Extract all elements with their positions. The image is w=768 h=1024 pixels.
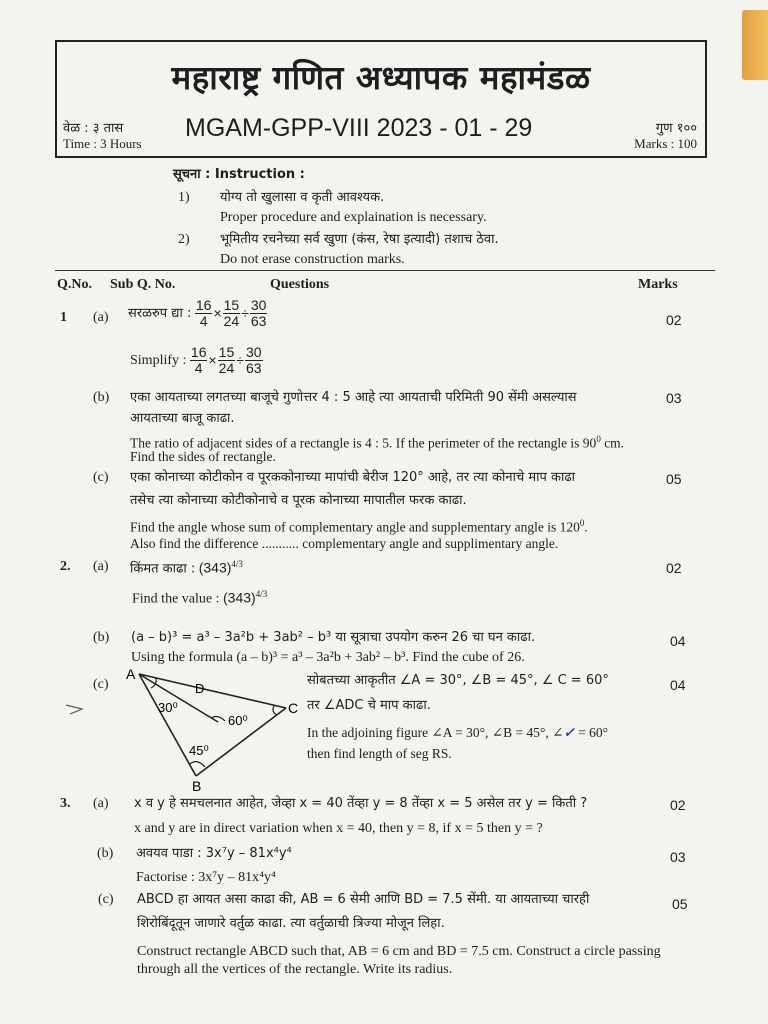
instruction-label: सूचना : Instruction : <box>173 167 305 182</box>
q1b-english-2: Find the sides of rectangle. <box>130 449 276 464</box>
title-marathi: महाराष्ट्र गणित अध्यापक महामंडळ <box>171 58 591 97</box>
q2b-marks: 04 <box>670 633 686 649</box>
instruction-1-marathi: योग्य तो खुलासा व कृती आवश्यक. <box>220 190 385 205</box>
label-b: B <box>192 778 202 794</box>
q3a-sub: (a) <box>93 796 109 811</box>
q2a-base: (343) <box>198 559 232 576</box>
q2a-base-en: (343) <box>223 589 256 606</box>
side-ab-line <box>139 674 196 776</box>
frac2-den: 24 <box>223 313 240 329</box>
fraction-2 <box>223 298 241 329</box>
q1c-en1-text: Find the angle whose sum of complementary angle and supplementary angle is 120 <box>130 519 580 535</box>
q3a-marks: 02 <box>670 797 686 813</box>
q1c-marathi-1: एका कोनाच्या कोटीकोन व पूरककोनाच्या मापांची बेरीज 120° आहे, तर त्या कोनाचे माप काढा <box>130 470 576 485</box>
q2c-marks: 04 <box>670 677 686 693</box>
q1a-marathi-line <box>128 298 267 329</box>
frac2-num: 15 <box>223 297 240 313</box>
q2-number: 2. <box>60 559 71 574</box>
instruction-1-num: 1) <box>178 190 190 205</box>
q1a-english-line <box>130 345 263 376</box>
frac1-num-en: 16 <box>190 344 207 360</box>
col-qno: Q.No. <box>57 277 92 292</box>
col-questions: Questions <box>270 277 330 292</box>
times-op-en: × <box>208 352 217 368</box>
angle-b-value: 45⁰ <box>189 743 209 758</box>
col-marks: Marks <box>638 277 678 292</box>
instruction-2-english: Do not erase construction marks. <box>220 252 405 267</box>
paper-code: MGAM-GPP-VIII 2023 - 01 - 29 <box>185 114 533 142</box>
q1c-marathi-2: तसेच त्या कोनाच्या कोटीकोनाचे व पूरक कोनाच्या मापातील फरक काढा. <box>130 493 467 508</box>
label-d: D <box>195 681 205 696</box>
q3b-marks: 03 <box>670 849 686 865</box>
q3c-english-1: Construct rectangle ABCD such that, AB = 6 cm and BD = 7.5 cm. Construct a circle passing <box>137 944 661 959</box>
frac3-num: 30 <box>250 297 267 313</box>
q2a-exp: 4/3 <box>231 559 243 569</box>
q2a-sub: (a) <box>93 559 109 574</box>
q3a-english: x and y are in direct variation when x = 40, then y = 8, if x = 5 then y = ? <box>134 821 543 836</box>
marks-english: Marks : 100 <box>634 136 697 151</box>
marks-block <box>634 121 697 151</box>
q2b-sub: (b) <box>93 630 110 645</box>
q3c-sub: (c) <box>98 892 114 907</box>
time-marathi: वेळ : ३ तास <box>63 121 124 136</box>
frac2-num-en: 15 <box>218 344 235 360</box>
frac1-den-en: 4 <box>194 360 203 376</box>
q2c-english-2: then find length of seg RS. <box>307 746 452 761</box>
q1-number: 1 <box>60 310 67 325</box>
q2a-marks: 02 <box>666 560 682 576</box>
q2a-marathi: किंमत काढा : <box>130 561 196 577</box>
q3b-english: Factorise : 3x⁷y – 81x⁴y⁴ <box>136 870 276 885</box>
fraction-2-en <box>218 345 236 376</box>
q1b-en1-sup: 0 <box>596 434 601 444</box>
frac2-den-en: 24 <box>218 360 235 376</box>
q2a-exp-en: 4/3 <box>255 589 268 599</box>
q1c-english-2: Also find the difference ........... complementary angle and supplimentary angle. <box>130 536 559 551</box>
q1c-english-1 <box>130 515 588 536</box>
q1b-en1-end: cm. <box>600 435 625 451</box>
fraction-1 <box>195 298 213 329</box>
q2c-english-1 <box>307 724 608 741</box>
q3-number: 3. <box>60 796 71 811</box>
col-subq: Sub Q. No. <box>110 277 176 292</box>
frac3-den: 63 <box>250 313 267 329</box>
divide-op-en: ÷ <box>236 352 244 368</box>
divide-op: ÷ <box>241 305 249 321</box>
fraction-3 <box>250 298 268 329</box>
q1c-en1-sup: 0 <box>579 518 585 528</box>
angle-c-value: 60⁰ <box>228 713 248 728</box>
instruction-2-marathi: भूमितीय रचनेच्या सर्व खुणा (कंस, रेषा इत्यादी) तशाच ठेवा. <box>220 232 499 247</box>
instruction-2-num: 2) <box>178 232 190 247</box>
q2a-marathi-line <box>130 556 243 578</box>
q1a-marathi: सरळरुप द्या : <box>128 306 192 321</box>
q2b-english: Using the formula (a – b)³ = a³ – 3a²b + 3ab² – b³. Find the cube of 26. <box>131 650 525 665</box>
angle-b-arc <box>190 762 205 767</box>
q3a-marathi: x व y हे समचलनात आहेत, जेव्हा x = 40 तेंव्हा y = 8 तेंव्हा x = 5 असेल तर y = किती ? <box>134 796 588 811</box>
q2c-marathi-2: तर ∠ADC चे माप काढा. <box>307 698 431 713</box>
frac1-num: 16 <box>195 297 212 313</box>
q3c-english-2: through all the vertices of the rectangle. Write its radius. <box>137 962 453 977</box>
pen-mark <box>64 701 86 717</box>
q1c-sub: (c) <box>93 470 109 485</box>
q1b-marks: 03 <box>666 390 682 406</box>
q3b-marathi: अवयव पाडा : 3x⁷y – 81x⁴y⁴ <box>136 846 292 861</box>
q1b-marathi-1: एका आयताच्या लगतच्या बाजूचे गुणोत्तर 4 : 5 आहे त्या आयताची परिमिती 90 सेंमी असल्यास <box>130 390 577 405</box>
q2b-marathi: (a – b)³ = a³ – 3a²b + 3ab² – b³ या सूत्राचा उपयोग करुन 26 चा घन काढा. <box>131 630 536 645</box>
time-block <box>63 121 142 151</box>
ink-scribble: ✓ <box>563 725 575 740</box>
q1b-marathi-2: आयताच्या बाजू काढा. <box>130 411 235 426</box>
marks-marathi: गुण १०० <box>655 121 697 136</box>
q1a-marks: 02 <box>666 312 682 328</box>
angle-a-value: 30⁰ <box>158 700 178 715</box>
q1a-english: Simplify : <box>130 353 187 368</box>
segment-ad-line <box>139 674 218 722</box>
q2c-sub: (c) <box>93 677 109 692</box>
q1b-sub: (b) <box>93 390 110 405</box>
fraction-1-en <box>190 345 208 376</box>
q1a-sub: (a) <box>93 310 109 325</box>
q1b-en1-text: The ratio of adjacent sides of a rectangle is 4 : 5. If the perimeter of the rectangle is 90 <box>130 435 597 451</box>
q1c-en1-end: . <box>584 519 588 535</box>
q3b-sub: (b) <box>97 846 114 861</box>
frac1-den: 4 <box>199 313 208 329</box>
q2c-en1-end: = 60° <box>574 725 609 740</box>
q2a-english: Find the value : <box>132 591 220 607</box>
time-english: Time : 3 Hours <box>63 136 142 151</box>
q2a-english-line <box>132 586 267 608</box>
q3c-marks: 05 <box>672 896 688 912</box>
header-divider <box>55 270 715 271</box>
triangle-figure <box>115 666 300 794</box>
q2c-en1-text: In the adjoining figure ∠A = 30°, ∠B = 45°, ∠ <box>307 725 564 740</box>
q1c-marks: 05 <box>666 471 682 487</box>
fraction-3-en <box>245 345 263 376</box>
orange-page-tab <box>742 10 768 80</box>
angle-c-arc <box>273 706 277 715</box>
instruction-1-english: Proper procedure and explaination is necessary. <box>220 210 487 225</box>
q3c-marathi-2: शिरोबिंदूतून जाणारे वर्तुळ काढा. त्या वर्तुळाची त्रिज्या मोजून लिहा. <box>137 916 445 931</box>
frac3-den-en: 63 <box>245 360 262 376</box>
header-box <box>55 40 707 158</box>
frac3-num-en: 30 <box>245 344 262 360</box>
q3c-marathi-1: ABCD हा आयत असा काढा की, AB = 6 सेमी आणि BD = 7.5 सेंमी. या आयताच्या चारही <box>137 892 590 907</box>
label-a: A <box>126 666 136 682</box>
times-op: × <box>213 305 222 321</box>
label-c: C <box>288 700 299 716</box>
q2c-marathi-1: सोबतच्या आकृतीत ∠A = 30°, ∠B = 45°, ∠ C = 60° <box>307 673 609 688</box>
